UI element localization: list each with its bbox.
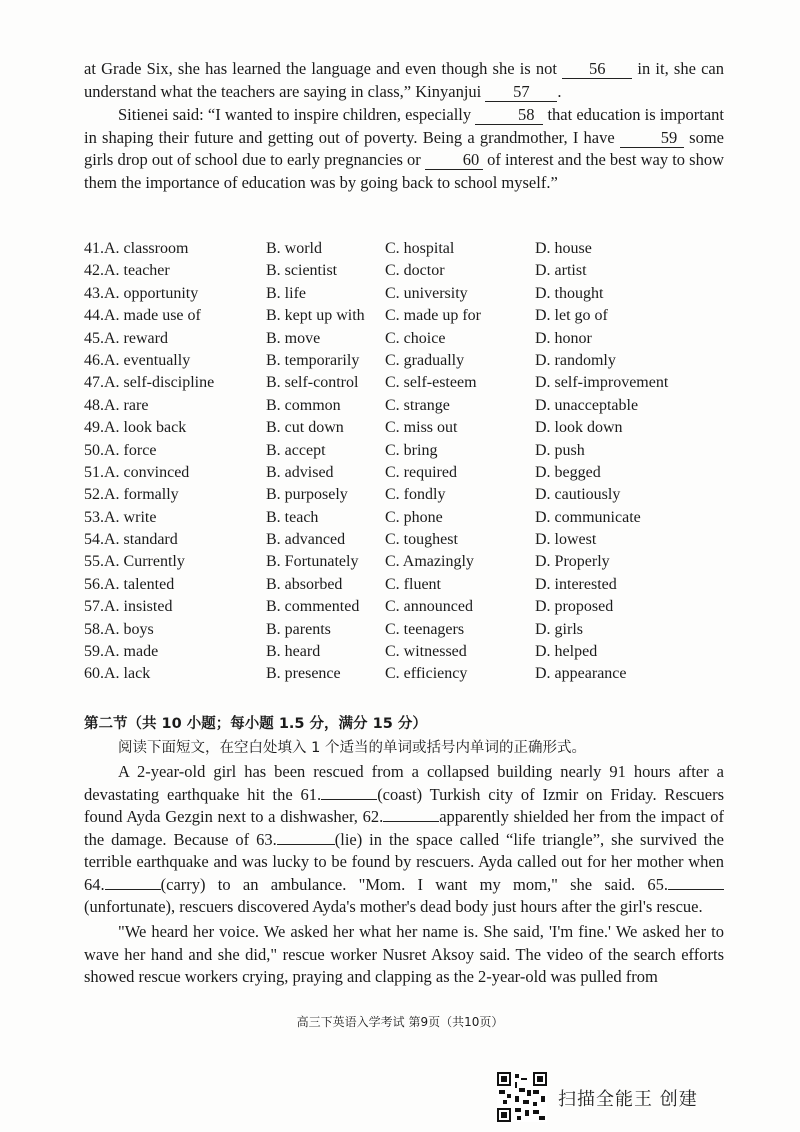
option-d: D. interested bbox=[535, 575, 617, 593]
option-c: C. gradually bbox=[385, 351, 465, 369]
option-a: 56.A. talented bbox=[84, 575, 175, 593]
passage-paragraph-2 bbox=[84, 104, 724, 194]
option-c: C. teenagers bbox=[385, 620, 465, 638]
blank-57: 57 bbox=[485, 83, 557, 102]
option-a: 44.A. made use of bbox=[84, 307, 201, 325]
options-list bbox=[84, 238, 724, 686]
option-a: 59.A. made bbox=[84, 643, 159, 661]
option-b: B. cut down bbox=[266, 419, 344, 437]
text-segment: A 2-year-old girl has been rescued from a collapsed building nearly 91 hours after a devastating earthquake hit the 61. bbox=[84, 762, 724, 804]
option-row bbox=[84, 641, 724, 663]
option-d: D. artist bbox=[535, 262, 587, 280]
section2-heading: 第二节（共 10 小题；每小题 1.5 分，满分 15 分） bbox=[84, 716, 427, 732]
option-d: D. randomly bbox=[535, 351, 616, 369]
option-row bbox=[84, 663, 724, 685]
option-b: B. self-control bbox=[266, 374, 359, 392]
option-b: B. Fortunately bbox=[266, 553, 359, 571]
option-b: B. advanced bbox=[266, 531, 346, 549]
option-a: 60.A. lack bbox=[84, 665, 151, 683]
option-c: C. hospital bbox=[385, 240, 455, 257]
option-c: C. doctor bbox=[385, 262, 445, 280]
option-b: B. advised bbox=[266, 463, 334, 481]
option-c: C. made up for bbox=[385, 307, 481, 325]
option-c: C. required bbox=[385, 463, 457, 481]
option-row bbox=[84, 328, 724, 350]
option-a: 47.A. self-discipline bbox=[84, 374, 215, 392]
option-b: B. heard bbox=[266, 643, 321, 661]
option-d: D. Properly bbox=[535, 553, 610, 571]
option-c: C. miss out bbox=[385, 419, 458, 437]
option-c: C. efficiency bbox=[385, 665, 468, 683]
option-b: B. life bbox=[266, 284, 306, 302]
option-d: D. push bbox=[535, 441, 585, 459]
blank-65 bbox=[668, 889, 724, 890]
option-a: 49.A. look back bbox=[84, 419, 187, 437]
option-a: 57.A. insisted bbox=[84, 598, 173, 616]
blank-63 bbox=[277, 844, 335, 845]
text-segment: (lie) in the space called “life triangle”, she survived the terrible earthquake and was lucky to be found by rescuers. Ayda called out for her mother when 64. bbox=[84, 829, 724, 894]
option-c: C. announced bbox=[385, 598, 473, 616]
option-c: C. fluent bbox=[385, 575, 441, 593]
option-d: D. unacceptable bbox=[535, 396, 639, 414]
option-b: B. scientist bbox=[266, 262, 338, 280]
blank-64 bbox=[105, 889, 161, 890]
option-row bbox=[84, 372, 724, 394]
text-segment: some girls drop out of school due to early pregnancies or bbox=[84, 127, 724, 169]
option-row bbox=[84, 305, 724, 327]
option-b: B. world bbox=[266, 240, 322, 257]
qr-code-icon bbox=[497, 1072, 547, 1122]
option-b: B. parents bbox=[266, 620, 331, 638]
section2-paragraph-1 bbox=[84, 761, 724, 919]
blank-59: 59 bbox=[620, 129, 684, 148]
option-b: B. presence bbox=[266, 665, 341, 683]
option-d: D. communicate bbox=[535, 508, 641, 526]
option-row bbox=[84, 462, 724, 484]
text-segment: in it, she can understand what the teachers are saying in class,” Kinyanjui bbox=[84, 59, 725, 101]
option-d: D. let go of bbox=[535, 307, 608, 325]
option-c: C. Amazingly bbox=[385, 553, 474, 571]
option-c: C. fondly bbox=[385, 486, 446, 504]
page-footer: 高三下英语入学考试 第9页（共10页） bbox=[296, 1015, 504, 1029]
blank-58: 58 bbox=[475, 106, 543, 125]
option-a: 46.A. eventually bbox=[84, 351, 191, 369]
section2-instruction: 阅读下面短文，在空白处填入 1 个适当的单词或括号内单词的正确形式。 bbox=[118, 740, 586, 756]
option-row bbox=[84, 574, 724, 596]
option-a: 45.A. reward bbox=[84, 329, 168, 347]
option-c: C. university bbox=[385, 284, 468, 302]
option-b: B. commented bbox=[266, 598, 360, 616]
blank-60: 60 bbox=[425, 151, 483, 170]
option-a: 41.A. classroom bbox=[84, 240, 189, 257]
option-a: 48.A. rare bbox=[84, 396, 149, 414]
option-c: C. phone bbox=[385, 508, 443, 526]
option-row bbox=[84, 440, 724, 462]
option-b: B. accept bbox=[266, 441, 326, 459]
blank-61 bbox=[321, 799, 377, 800]
option-a: 50.A. force bbox=[84, 441, 157, 459]
option-row bbox=[84, 619, 724, 641]
text-segment: (unfortunate), rescuers discovered Ayda's mother's dead body just hours after the girl's rescue. bbox=[84, 897, 703, 916]
text-segment: at Grade Six, she has learned the language and even though she is not bbox=[84, 59, 557, 78]
option-row bbox=[84, 350, 724, 372]
option-b: B. temporarily bbox=[266, 351, 360, 369]
option-a: 52.A. formally bbox=[84, 486, 179, 504]
option-row bbox=[84, 507, 724, 529]
option-d: D. honor bbox=[535, 329, 592, 347]
option-row bbox=[84, 484, 724, 506]
option-d: D. self-improvement bbox=[535, 374, 669, 392]
option-a: 42.A. teacher bbox=[84, 262, 170, 280]
text-segment: of interest and the best way to show them the importance of education was by going back to school myself.” bbox=[84, 150, 725, 192]
option-row bbox=[84, 238, 724, 260]
option-d: D. appearance bbox=[535, 665, 627, 683]
option-a: 55.A. Currently bbox=[84, 553, 185, 571]
option-d: D. girls bbox=[535, 620, 583, 638]
option-row bbox=[84, 417, 724, 439]
blank-56: 56 bbox=[562, 60, 632, 79]
option-d: D. helped bbox=[535, 643, 598, 661]
option-row bbox=[84, 529, 724, 551]
text-segment: apparently shielded her from the impact of the damage. Because of 63. bbox=[84, 807, 724, 849]
option-b: B. kept up with bbox=[266, 307, 365, 325]
option-row bbox=[84, 596, 724, 618]
text-segment: (carry) to an ambulance. "Mom. I want my mom," she said. 65. bbox=[160, 874, 668, 894]
option-b: B. teach bbox=[266, 508, 319, 526]
option-b: B. absorbed bbox=[266, 575, 343, 593]
option-row bbox=[84, 551, 724, 573]
option-row bbox=[84, 395, 724, 417]
option-c: C. self-esteem bbox=[385, 374, 477, 392]
option-row bbox=[84, 283, 724, 305]
option-b: B. common bbox=[266, 396, 341, 414]
text-segment: that education is important in shaping their future and getting out of poverty. Being a grandmother, I have bbox=[84, 105, 724, 147]
option-row bbox=[84, 260, 724, 282]
option-d: D. begged bbox=[535, 463, 601, 481]
option-d: D. lowest bbox=[535, 531, 597, 549]
option-a: 53.A. write bbox=[84, 508, 157, 526]
option-a: 54.A. standard bbox=[84, 531, 178, 549]
scanner-watermark: 扫描全能王 创建 bbox=[558, 1089, 698, 1110]
option-b: B. move bbox=[266, 329, 321, 347]
text-segment: Sitienei said: “I wanted to inspire children, especially bbox=[118, 105, 472, 124]
option-d: D. thought bbox=[535, 284, 604, 302]
option-a: 58.A. boys bbox=[84, 620, 154, 638]
option-c: C. bring bbox=[385, 441, 438, 459]
option-c: C. choice bbox=[385, 329, 446, 347]
text-segment: (coast) Turkish city of Izmir on Friday. Rescuers found Ayda Gezgin next to a dishwasher, 62. bbox=[84, 784, 724, 826]
option-d: D. cautiously bbox=[535, 486, 621, 504]
option-d: D. proposed bbox=[535, 598, 614, 616]
option-c: C. toughest bbox=[385, 531, 458, 549]
option-c: C. witnessed bbox=[385, 643, 467, 661]
option-d: D. house bbox=[535, 240, 592, 257]
option-a: 51.A. convinced bbox=[84, 463, 190, 481]
text-segment: . bbox=[557, 81, 562, 101]
option-a: 43.A. opportunity bbox=[84, 284, 199, 302]
option-b: B. purposely bbox=[266, 486, 348, 504]
section2-paragraph-2: "We heard her voice. We asked her what her name is. She said, 'I'm fine.' We asked her to wave her hand and she did," rescue worker Nusret Aksoy said. The video of the search efforts showed rescue workers crying, praying and clapping as the 2-year-old was pulled from bbox=[84, 922, 724, 986]
passage-paragraph-1 bbox=[84, 58, 724, 103]
blank-62 bbox=[383, 821, 439, 822]
option-c: C. strange bbox=[385, 396, 450, 414]
option-d: D. look down bbox=[535, 419, 623, 437]
